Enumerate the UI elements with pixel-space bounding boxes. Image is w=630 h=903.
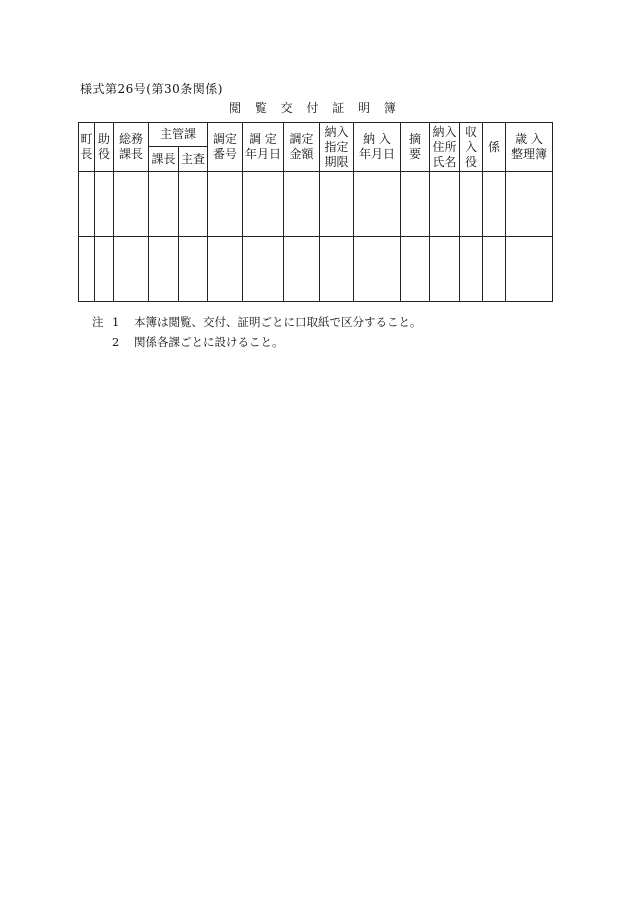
- note-text: 関係各課ごとに設けること。: [134, 335, 284, 349]
- header-assessment-date: 調 定 年月日: [243, 123, 284, 172]
- notes: [92, 312, 422, 352]
- note-prefix: 注: [92, 315, 104, 329]
- header-town-mayor: 町 長: [79, 123, 95, 172]
- header-payer-address-name: 納入 住所 氏名: [430, 123, 460, 172]
- header-treasurer: 収 入 役: [460, 123, 483, 172]
- header-section-chief: 課長: [149, 147, 179, 172]
- ledger-table: [78, 122, 553, 302]
- header-inspector: 主査: [179, 147, 208, 172]
- note-text: 本簿は閲覧、交付、証明ごとに口取紙で区分すること。: [134, 315, 422, 329]
- table-row: [79, 237, 553, 302]
- header-payment-deadline: 納入 指定 期限: [320, 123, 354, 172]
- header-assessment-number: 調定 番号: [208, 123, 243, 172]
- header-general-affairs-chief: 総務 課長: [114, 123, 149, 172]
- header-assessment-amount: 調定 金額: [284, 123, 320, 172]
- note-number: 2: [112, 335, 120, 349]
- header-row: [79, 123, 553, 147]
- header-deputy-mayor: 助 役: [95, 123, 114, 172]
- table-row: [79, 172, 553, 237]
- form-number: 様式第26号(第30条関係): [80, 82, 223, 96]
- header-clerk: 係: [483, 123, 506, 172]
- note-1: [92, 312, 422, 332]
- header-revenue-ledger: 歳 入 整理簿: [506, 123, 553, 172]
- note-number: 1: [112, 315, 120, 329]
- header-managing-section: 主管課: [149, 123, 208, 147]
- note-2: [92, 332, 422, 352]
- note-prefix: [92, 332, 112, 352]
- header-payment-date: 納 入 年月日: [354, 123, 401, 172]
- document-title: 閲 覧 交 付 証 明 簿: [229, 101, 401, 115]
- header-summary: 摘 要: [401, 123, 430, 172]
